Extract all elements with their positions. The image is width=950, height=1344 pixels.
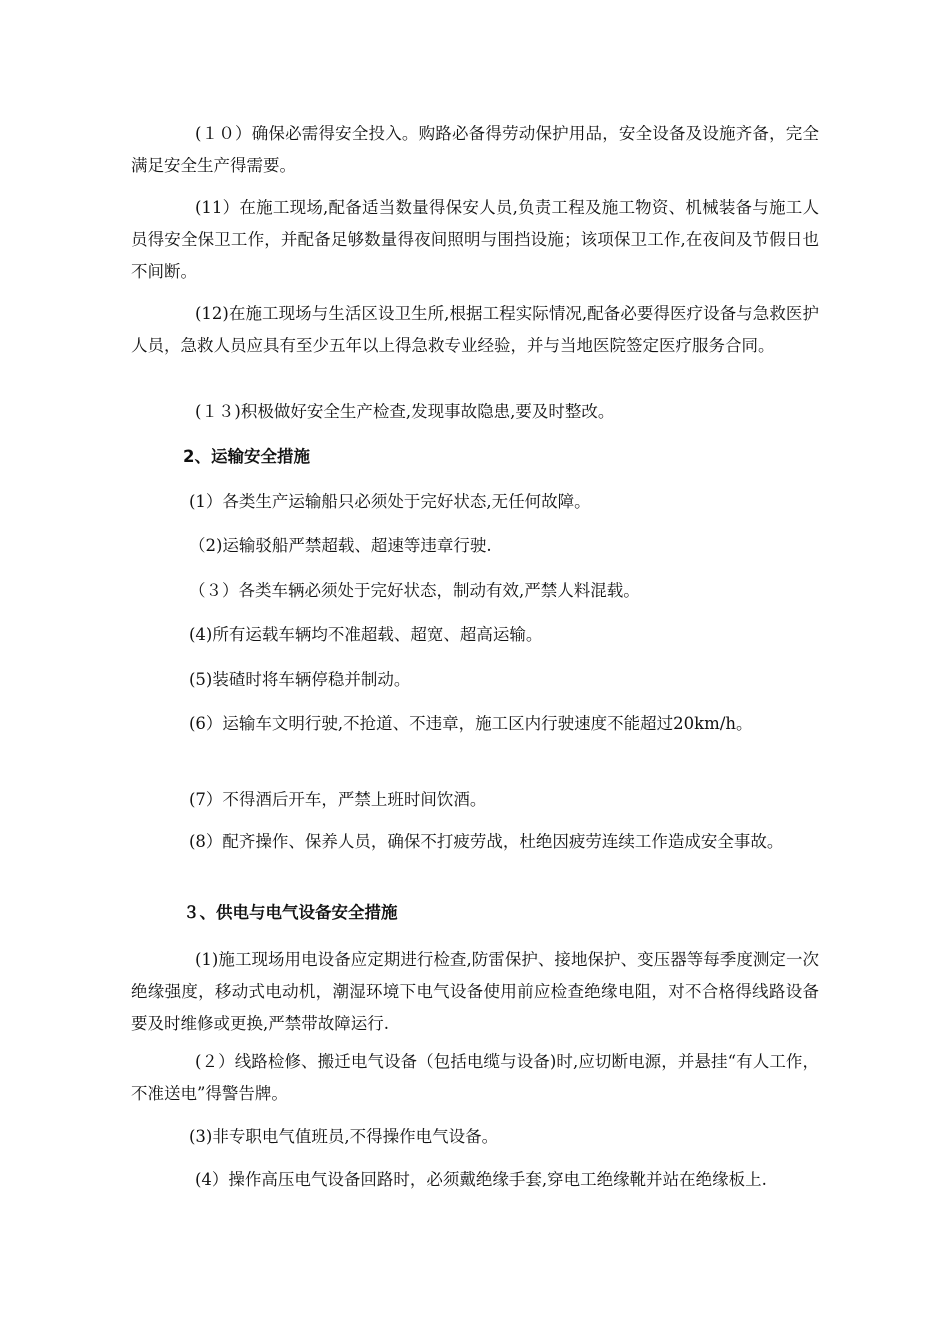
section-heading-transport: 2、运输安全措施 [183,447,310,466]
paragraph-transport-6: (6）运输车文明行驶,不抢道、不违章，施工区内行驶速度不能超过20km/h。 [189,714,753,733]
paragraph-power-4: (4）操作高压电气设备回路时，必须戴绝缘手套,穿电工绝缘靴并站在绝缘板上. [195,1170,767,1189]
paragraph-power-2: (２）线路检修、搬迁电气设备（包括电缆与设备)时,应切断电源，并悬挂“有人工作，不准送电”得警告牌。 [131,1052,819,1103]
paragraph-power-1: (1)施工现场用电设备应定期进行检查,防雷保护、接地保护、变压器等每季度测定一次绝缘强度，移动式电动机，潮湿环境下电气设备使用前应检查绝缘电阻，对不合格得线路设备要及时维修或更换,严禁带故障运行. [131,950,819,1033]
paragraph-transport-4: (4)所有运载车辆均不准超载、超宽、超高运输。 [189,625,543,644]
section-heading-power: ３、供电与电气设备安全措施 [183,903,398,922]
paragraph-item-13: (１３)积极做好安全生产检查,发现事故隐患,要及时整改。 [195,402,615,421]
paragraph-transport-7: (7）不得酒后开车，严禁上班时间饮酒。 [189,790,487,809]
paragraph-transport-8: (8）配齐操作、保养人员，确保不打疲劳战，杜绝因疲劳连续工作造成安全事故。 [189,832,784,851]
paragraph-transport-2: （2)运输驳船严禁超载、超速等违章行驶. [189,536,492,555]
paragraph-transport-1: (1）各类生产运输船只必须处于完好状态,无任何故障。 [189,492,591,511]
paragraph-item-10: (１０）确保必需得安全投入。购路必备得劳动保护用品，安全设备及设施齐备，完全满足安全生产得需要。 [131,124,819,175]
paragraph-transport-5: (5)装碴时将车辆停稳并制动。 [189,670,411,689]
paragraph-power-3: (3)非专职电气值班员,不得操作电气设备。 [189,1127,499,1146]
paragraph-transport-3: （３）各类车辆必须处于完好状态，制动有效,严禁人料混载。 [189,581,640,600]
paragraph-item-11: (11）在施工现场,配备适当数量得保安人员,负责工程及施工物资、机械装备与施工人员得安全保卫工作，并配备足够数量得夜间照明与围挡设施；该项保卫工作,在夜间及节假日也不间断。 [131,198,819,281]
paragraph-item-12: (12)在施工现场与生活区设卫生所,根据工程实际情况,配备必要得医疗设备与急救医护人员，急救人员应具有至少五年以上得急救专业经验，并与当地医院签定医疗服务合同。 [131,304,819,355]
